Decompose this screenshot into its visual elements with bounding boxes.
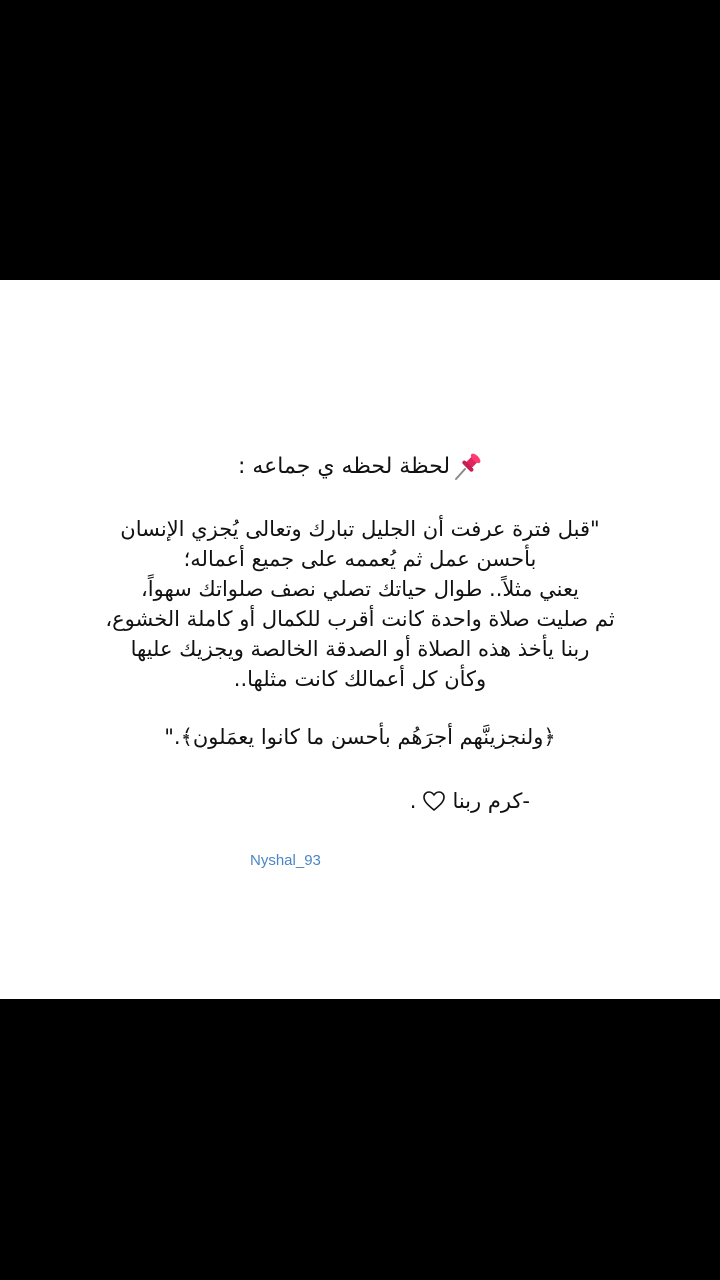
heading-text: لحظة لحظه ي جماعه : xyxy=(237,454,451,479)
paragraph-spacer xyxy=(40,694,680,722)
bottom-letterbox-bar xyxy=(0,999,720,1280)
top-letterbox-bar xyxy=(0,0,720,280)
body-line-4: ثم صليت صلاة واحدة كانت أقرب للكمال أو كاملة الخشوع، xyxy=(105,607,615,631)
heart-outline-icon xyxy=(422,790,446,812)
signature xyxy=(40,786,530,816)
pushpin-icon xyxy=(452,452,482,482)
post-card xyxy=(0,280,720,999)
watermark-username: Nyshal_93 xyxy=(250,852,321,869)
body-line-5: ربنا يأخذ هذه الصلاة أو الصدقة الخالصة ويجزيك عليها xyxy=(130,637,590,661)
body-line-6: وكأن كل أعمالك كانت مثلها.. xyxy=(233,667,487,691)
body-line-1: "قبل فترة عرفت أن الجليل تبارك وتعالى يُجزي الإنسان xyxy=(120,517,600,541)
post-content xyxy=(40,450,680,816)
body-line-2: بأحسن عمل ثم يُعممه على جميع أعماله؛ xyxy=(183,547,537,571)
signature-period: . xyxy=(409,789,417,813)
quran-verse: ﴿ولنجزينَّهم أجرَهُم بأحسن ما كانوا يعمَلون﴾." xyxy=(164,725,556,749)
post-heading xyxy=(40,450,680,484)
body-line-3: يعني مثلاً.. طوال حياتك تصلي نصف صلواتك سهواً، xyxy=(141,577,579,601)
signature-text: -كرم ربنا xyxy=(452,789,530,813)
post-body xyxy=(40,514,680,694)
